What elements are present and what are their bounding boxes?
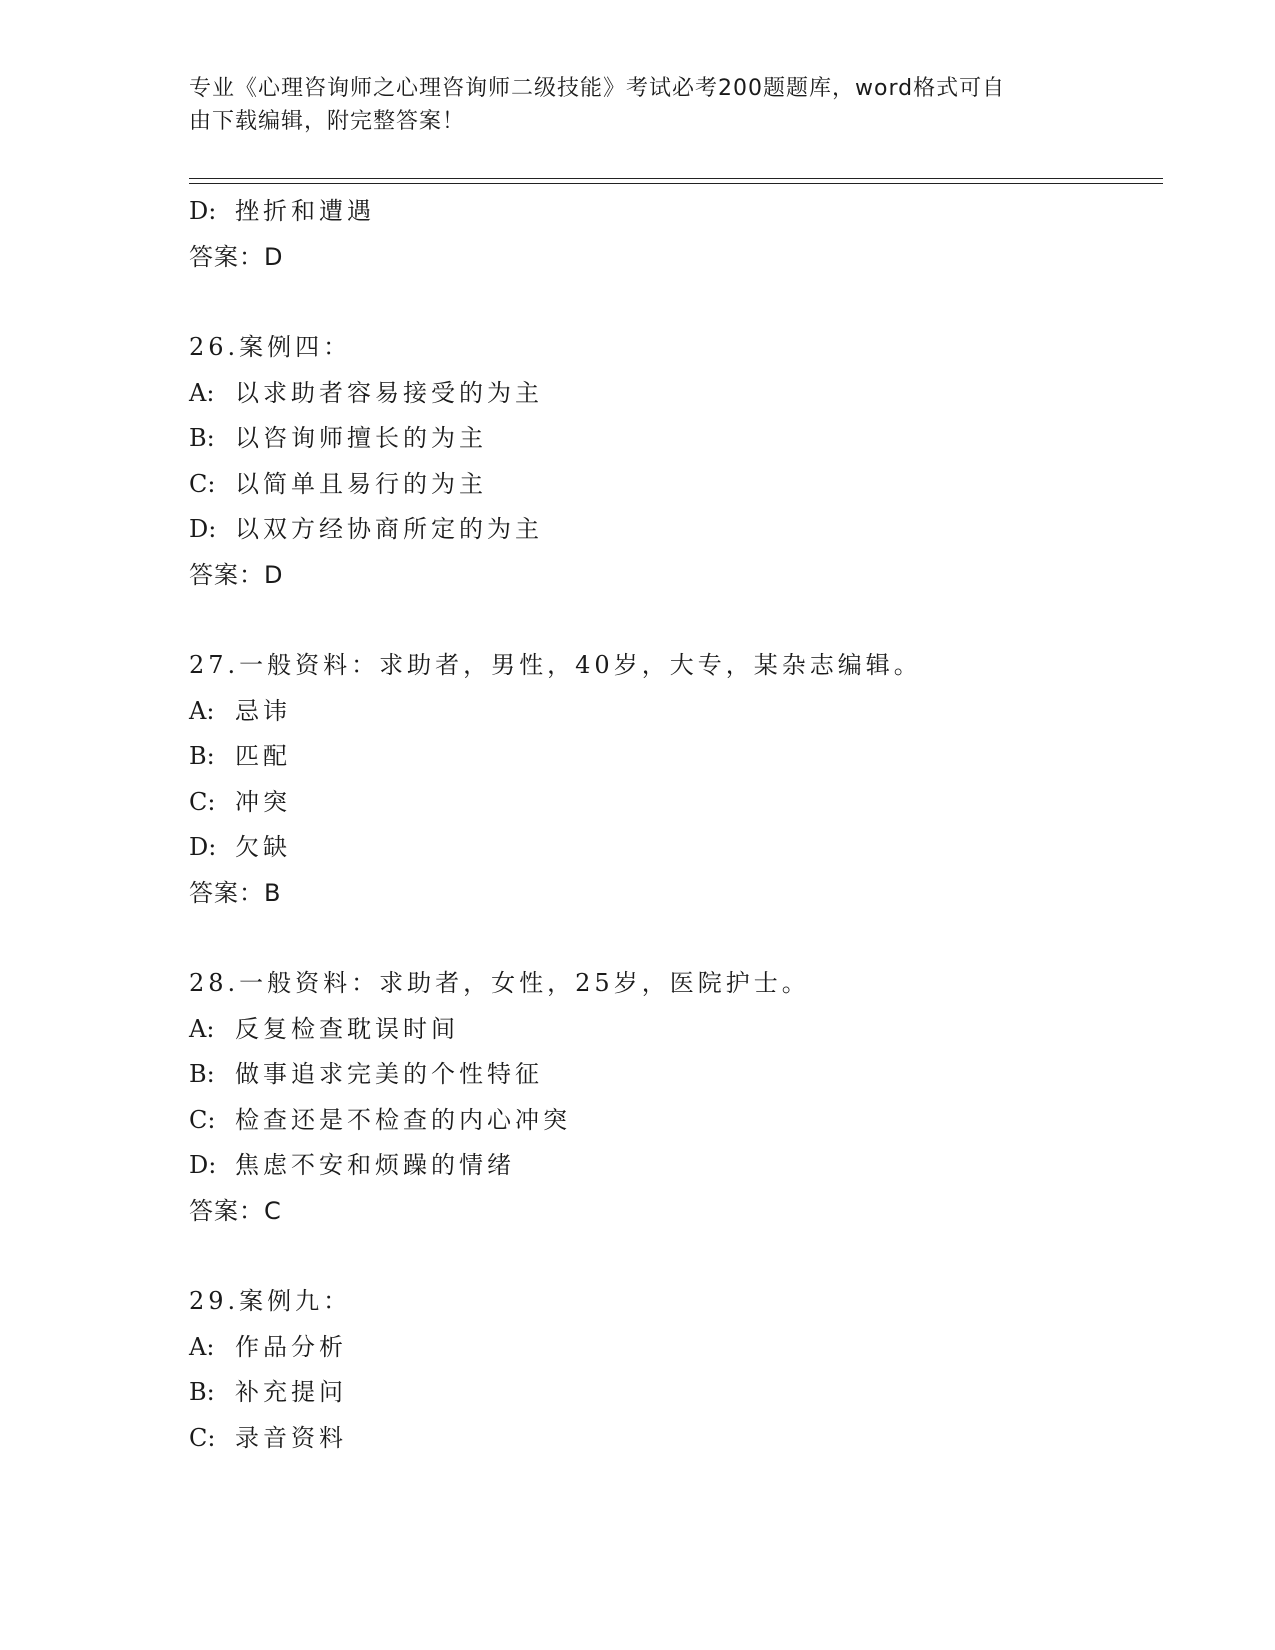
answer-line: 答案：D [189, 242, 284, 271]
question-stem: 27.一般资料：求助者，男性，40岁，大专，某杂志编辑。 [189, 651, 922, 679]
option-b [189, 1052, 1149, 1098]
option-b [189, 1370, 1149, 1416]
option-text: 录音资料 [235, 1423, 347, 1452]
option-label: C: [189, 469, 216, 498]
option-a [189, 689, 1149, 735]
option-text: 欠缺 [235, 833, 291, 861]
option-text: 反复检查耽误时间 [235, 1014, 459, 1043]
option-label: D: [189, 515, 217, 543]
option-label: C: [189, 1105, 216, 1134]
option-c [189, 462, 1149, 508]
option-text: 冲突 [235, 787, 291, 816]
option-c [189, 1098, 1149, 1144]
option-text: 以求助者容易接受的为主 [235, 378, 543, 407]
option-label: D: [189, 1151, 217, 1179]
option-text: 以简单且易行的为主 [235, 469, 487, 498]
option-text: 做事追求完美的个性特征 [235, 1060, 543, 1088]
question-stem: 26.案例四： [189, 333, 352, 361]
option-label: B: [189, 424, 215, 452]
answer-line: 答案：B [189, 878, 282, 907]
question-stem: 28.一般资料：求助者，女性，25岁，医院护士。 [189, 969, 810, 997]
option-d [189, 1143, 1149, 1189]
option-label: C: [189, 1423, 216, 1452]
option-label: D: [189, 833, 217, 861]
option-text: 检查还是不检查的内心冲突 [235, 1105, 571, 1134]
answer-line: 答案：D [189, 560, 284, 589]
option-c [189, 1416, 1149, 1462]
answer-line: 答案：C [189, 1196, 282, 1225]
question-stem: 29.案例九： [189, 1287, 352, 1315]
option-text: 忌讳 [235, 696, 291, 725]
document-header [189, 72, 1089, 138]
option-label: A: [189, 378, 215, 407]
option-label: C: [189, 787, 216, 816]
option-label: B: [189, 1378, 215, 1406]
option-b [189, 416, 1149, 462]
option-label: B: [189, 1060, 215, 1088]
header-line-1: 专业《心理咨询师之心理咨询师二级技能》考试必考200题题库，word格式可自 [189, 76, 1006, 101]
header-divider-bottom [189, 183, 1163, 184]
option-label: A: [189, 1332, 215, 1361]
option-label: B: [189, 742, 215, 770]
option-d [189, 825, 1149, 871]
header-divider-top [189, 178, 1163, 179]
option-b [189, 734, 1149, 780]
option-d [189, 189, 1149, 235]
option-text: 作品分析 [235, 1332, 347, 1361]
option-label: A: [189, 1014, 215, 1043]
option-label: A: [189, 696, 215, 725]
option-text: 以咨询师擅长的为主 [235, 424, 487, 452]
option-d [189, 507, 1149, 553]
header-line-2: 由下载编辑，附完整答案！ [189, 109, 466, 134]
option-text: 焦虑不安和烦躁的情绪 [235, 1151, 515, 1179]
option-text: 匹配 [235, 742, 291, 770]
option-a [189, 1007, 1149, 1053]
option-text: 以双方经协商所定的为主 [235, 515, 543, 543]
option-label: D: [189, 197, 217, 225]
option-text: 补充提问 [235, 1378, 347, 1406]
option-a [189, 1325, 1149, 1371]
option-a [189, 371, 1149, 417]
question-list [189, 189, 1149, 1461]
option-text: 挫折和遭遇 [235, 197, 375, 225]
option-c [189, 780, 1149, 826]
